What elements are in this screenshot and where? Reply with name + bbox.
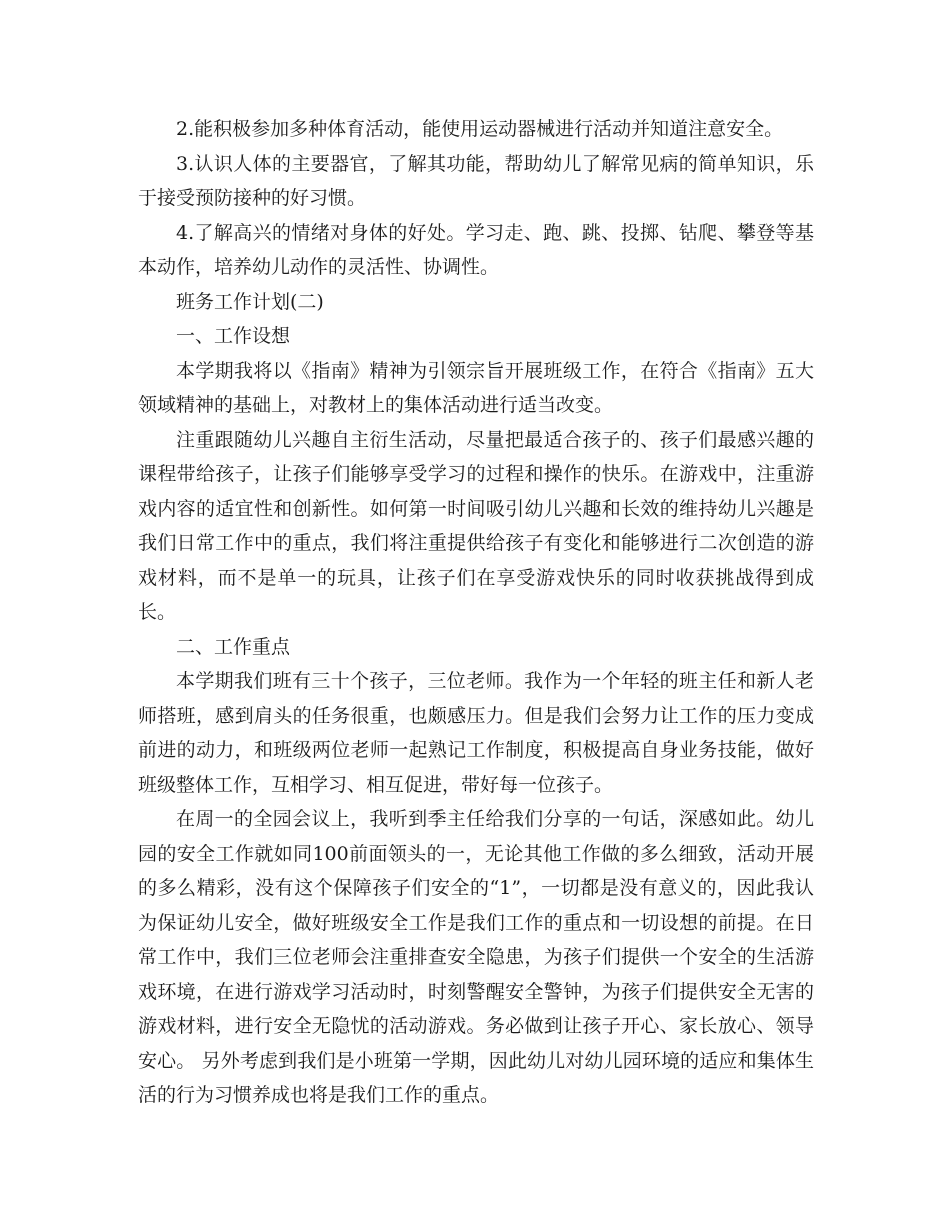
section-title-class-plan-2: 班务工作计划(二) (176, 290, 324, 313)
heading-work-ideas: 一、工作设想 (176, 325, 291, 347)
paragraph-sports-activities: 2.能积极参加多种体育活动，能使用运动器械进行活动并知道注意安全。 (176, 118, 784, 140)
paragraph-class-teachers: 本学期我们班有三十个孩子，三位老师。我作为一个年轻的班主任和新人老师搭班，感到肩头的任务很重，也颇感压力。但是我们会努力让工作的压力变成前进的动力，和班级两位老师一起熟记工作制度，积极提高自身业务技能，做好班级整体工作，互相学习、相互促进，带好每一位孩子。 (138, 670, 814, 796)
paragraph-body-organs: 3.认识人体的主要器官，了解其功能，帮助幼儿了解常见病的简单知识，乐于接受预防接种的好习惯。 (138, 152, 814, 209)
paragraph-interest-activities: 注重跟随幼儿兴趣自主衍生活动，尽量把最适合孩子的、孩子们最感兴趣的课程带给孩子，让孩子们能够享受学习的过程和操作的快乐。在游戏中，注重游戏内容的适宜性和创新性。如何第一时间吸引幼儿兴趣和长效的维持幼儿兴趣是我们日常工作中的重点，我们将注重提供给孩子有变化和能够进行二次创造的游戏材料，而不是单一的玩具，让孩子们在享受游戏快乐的同时收获挑战得到成长。 (138, 428, 814, 623)
paragraph-emotions-movement: 4.了解高兴的情绪对身体的好处。学习走、跑、跳、投掷、钻爬、攀登等基本动作，培养幼儿动作的灵活性、协调性。 (138, 221, 814, 278)
heading-work-focus: 二、工作重点 (176, 635, 291, 658)
paragraph-safety-work: 在周一的全园会议上，我听到季主任给我们分享的一句话，深感如此。幼儿园的安全工作就如同100前面领头的一，无论其他工作做的多么细致，活动开展的多么精彩，没有这个保障孩子们安全的“1”，一切都是没有意义的，因此我认为保证幼儿安全，做好班级安全工作是我们工作的重点和一切设想的前提。在日常工作中，我们三位老师会注重排查安全隐患，为孩子们提供一个安全的生活游戏环境，在进行游戏学习活动时，时刻警醒安全警钟，为孩子们提供安全无害的游戏材料，进行安全无隐忧的活动游戏。务必做到让孩子开心、家长放心、领导安心。 另外考虑到我们是小班第一学期，因此幼儿对幼儿园环境的适应和集体生活的行为习惯养成也将是我们工作的重点。 (138, 808, 814, 1106)
document-body (138, 112, 814, 1113)
paragraph-guideline-spirit: 本学期我将以《指南》精神为引领宗旨开展班级工作，在符合《指南》五大领域精神的基础上，对教材上的集体活动进行适当改变。 (138, 359, 814, 416)
